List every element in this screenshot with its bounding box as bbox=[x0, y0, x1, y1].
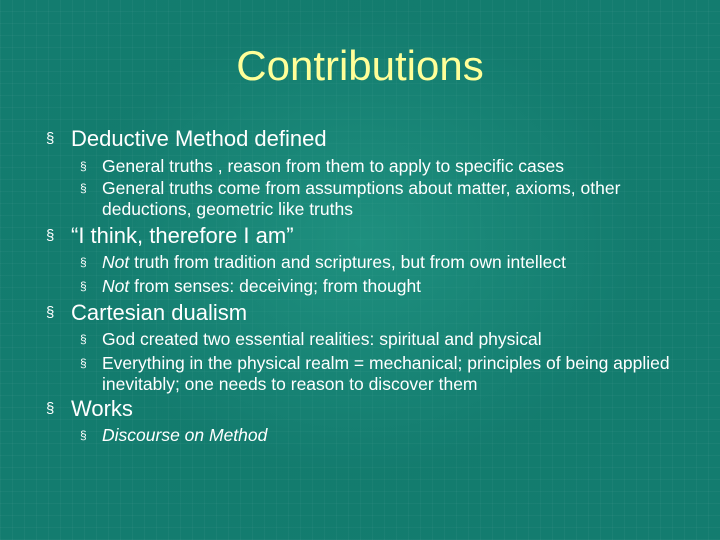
sub-bullet-text: Everything in the physical realm = mechanical; principles of being applied inevitably; one needs to reason to discover them bbox=[102, 353, 670, 394]
sub-bullet-text bbox=[102, 252, 566, 273]
sub-bullet-text: General truths , reason from them to apply to specific cases bbox=[102, 156, 565, 176]
emphasis-text: Not bbox=[102, 252, 130, 272]
bullet-icon: § bbox=[46, 400, 55, 417]
bullet-icon: § bbox=[80, 159, 87, 173]
bullet-icon: § bbox=[80, 332, 87, 346]
bullet-text: “I think, therefore I am” bbox=[71, 223, 294, 248]
bullet-icon: § bbox=[46, 304, 55, 321]
bullet-icon: § bbox=[80, 181, 87, 195]
bullet-text: Cartesian dualism bbox=[71, 300, 248, 325]
sub-bullet-not-senses bbox=[80, 276, 680, 297]
bullet-cartesian-dualism bbox=[46, 300, 247, 326]
sub-bullet-text bbox=[102, 425, 267, 446]
sub-bullet-rest: truth from tradition and scriptures, but from own intellect bbox=[129, 252, 566, 272]
bullet-icon: § bbox=[80, 255, 87, 269]
sub-bullet-everything-physical bbox=[80, 353, 680, 395]
bullet-icon: § bbox=[80, 356, 87, 370]
bullet-icon: § bbox=[46, 227, 55, 244]
emphasis-text: Not bbox=[102, 276, 130, 296]
bullet-icon: § bbox=[80, 279, 87, 293]
slide-title: Contributions bbox=[236, 42, 484, 89]
sub-bullet-text: God created two essential realities: spiritual and physical bbox=[102, 329, 542, 349]
bullet-text: Works bbox=[71, 396, 133, 421]
sub-bullet-text bbox=[102, 276, 421, 297]
sub-bullet-general-truths-assumptions bbox=[80, 178, 680, 220]
bullet-text: Deductive Method defined bbox=[71, 126, 327, 151]
sub-bullet-god-created bbox=[80, 329, 680, 350]
bullet-deductive-method bbox=[46, 126, 327, 152]
sub-bullet-discourse-on-method bbox=[80, 425, 680, 446]
sub-bullet-general-truths-reason bbox=[80, 156, 680, 177]
sub-bullet-not-tradition bbox=[80, 252, 680, 273]
sub-bullet-rest: from senses: deceiving; from thought bbox=[129, 276, 422, 296]
bullet-i-think bbox=[46, 223, 294, 249]
sub-bullet-text: General truths come from assumptions about matter, axioms, other deductions, geometric like truths bbox=[102, 178, 621, 219]
bullet-icon: § bbox=[46, 130, 55, 147]
bullet-works bbox=[46, 396, 133, 422]
emphasis-text: Discourse on Method bbox=[102, 425, 268, 445]
bullet-icon: § bbox=[80, 428, 87, 442]
